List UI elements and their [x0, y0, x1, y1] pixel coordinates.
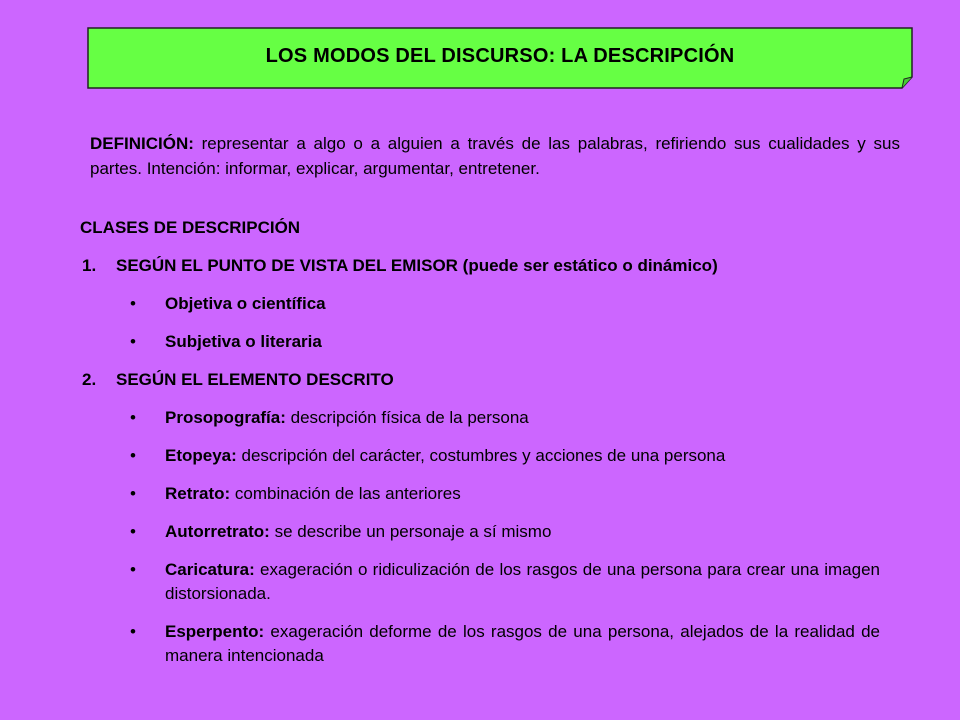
list-item [80, 292, 880, 316]
bullet-icon: • [130, 408, 136, 427]
bullet-icon: • [130, 294, 136, 313]
classes-heading: CLASES DE DESCRIPCIÓN [80, 218, 301, 237]
list-item-desc: combinación de las anteriores [230, 484, 461, 503]
section-2-heading [80, 368, 880, 406]
definition-paragraph [90, 131, 900, 181]
bullet-icon: • [130, 622, 136, 641]
bullet-icon: • [130, 446, 136, 465]
list-item-term: Subjetiva o literaria [165, 332, 322, 351]
bullet-icon: • [130, 484, 136, 503]
section-1-title: SEGÚN EL PUNTO DE VISTA DEL EMISOR (puede ser estático o dinámico) [116, 256, 718, 275]
list-item-term: Caricatura: [165, 560, 255, 579]
list-item-term: Etopeya: [165, 446, 237, 465]
list-item-desc: descripción física de la persona [285, 408, 529, 427]
list-item [80, 520, 880, 544]
bullet-icon: • [130, 560, 136, 579]
list-item [80, 406, 880, 430]
list-item-desc: descripción del carácter, costumbres y acciones de una persona [236, 446, 726, 465]
definition-text: representar a algo o a alguien a través de las palabras, refiriendo sus cualidades y sus partes. Intención: informar, explicar, argumentar, entretener. [90, 134, 900, 178]
list-item [80, 558, 880, 606]
list-item-term: Objetiva o científica [165, 294, 326, 313]
section-2-number: 2. [82, 370, 97, 389]
list-item-desc: exageración deforme de los rasgos de una persona, alejados de la realidad de manera intencionada [165, 622, 880, 665]
list-item-desc: exageración o ridiculización de los rasgos de una persona para crear una imagen distorsionada. [165, 560, 880, 603]
list-item [80, 330, 880, 354]
list-item-term: Autorretrato: [165, 522, 270, 541]
bullet-icon: • [130, 522, 136, 541]
list-item-desc: se describe un personaje a sí mismo [269, 522, 552, 541]
section-1-number: 1. [82, 256, 97, 275]
list-item [80, 620, 880, 668]
list-item-term: Retrato: [165, 484, 231, 503]
title-banner [87, 27, 913, 89]
section-1-heading [80, 254, 880, 292]
section-2-title: SEGÚN EL ELEMENTO DESCRITO [116, 370, 394, 389]
list-item [80, 482, 880, 506]
page-title: LOS MODOS DEL DISCURSO: LA DESCRIPCIÓN [265, 44, 735, 67]
bullet-icon: • [130, 332, 136, 351]
classes-section [80, 216, 880, 682]
list-item [80, 444, 880, 468]
definition-label: DEFINICIÓN: [90, 134, 194, 153]
list-item-term: Prosopografía: [165, 408, 286, 427]
list-item-term: Esperpento: [165, 622, 265, 641]
